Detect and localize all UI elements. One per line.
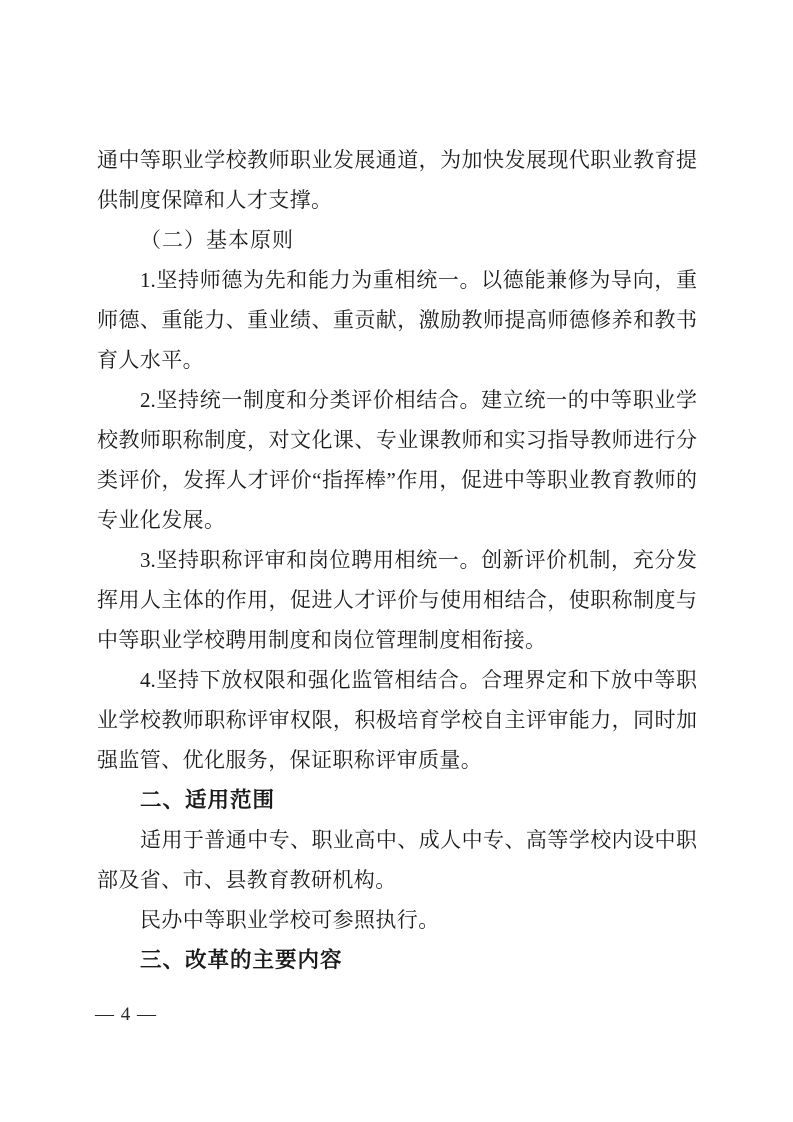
text-line: 部及省、市、县教育教研机构。 [97, 868, 397, 892]
text-line: 挥用人主体的作用，促进人才评价与使用相结合，使职称制度与 [97, 588, 697, 612]
text-line: 专业化发展。 [97, 508, 226, 532]
text-line: 师德、重能力、重业绩、重贡献，激励教师提高师德修养和教书 [97, 308, 697, 332]
document-body [97, 140, 697, 980]
text-line: 适用于普通中专、职业高中、成人中专、高等学校内设中职 [140, 828, 697, 852]
sub-heading: （二）基本原则 [140, 228, 294, 252]
text-line: 1.坚持师德为先和能力为重相统一。以德能兼修为导向，重 [140, 268, 697, 292]
section-heading: 二、适用范围 [140, 788, 276, 812]
text-line: 强监管、优化服务，保证职称评审质量。 [97, 748, 483, 772]
text-line: 2.坚持统一制度和分类评价相结合。建立统一的中等职业学 [140, 388, 697, 412]
text-line: 育人水平。 [97, 348, 204, 372]
text-line: 业学校教师职称评审权限，积极培育学校自主评审能力，同时加 [97, 708, 697, 732]
text-line: 校教师职称制度，对文化课、专业课教师和实习指导教师进行分 [97, 428, 697, 452]
text-line: 通中等职业学校教师职业发展通道，为加快发展现代职业教育提 [97, 148, 697, 172]
text-line: 类评价，发挥人才评价“指挥棒”作用，促进中等职业教育教师的 [97, 468, 697, 492]
text-line: 供制度保障和人才支撑。 [97, 188, 333, 212]
page-number: — 4 — [95, 1004, 157, 1025]
text-line: 3.坚持职称评审和岗位聘用相统一。创新评价机制，充分发 [140, 548, 697, 572]
section-heading: 三、改革的主要内容 [140, 948, 343, 972]
text-line: 民办中等职业学校可参照执行。 [140, 908, 440, 932]
text-line: 4.坚持下放权限和强化监管相结合。合理界定和下放中等职 [140, 668, 697, 692]
text-line: 中等职业学校聘用制度和岗位管理制度相衔接。 [97, 628, 547, 652]
